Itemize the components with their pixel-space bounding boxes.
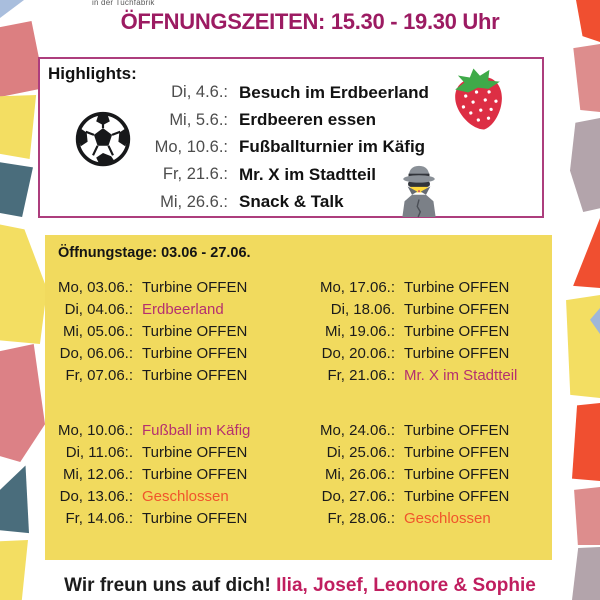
schedule-status: Fußball im Käfig xyxy=(142,422,251,439)
schedule-status: Geschlossen xyxy=(404,510,491,527)
schedule-date: Do, 06.06.: xyxy=(59,345,133,362)
schedule-date: Fr, 28.06.: xyxy=(327,510,395,527)
schedule-row xyxy=(293,422,552,444)
strawberry-icon xyxy=(446,62,512,138)
schedule-date: Fr, 21.06.: xyxy=(327,367,395,384)
schedule-row xyxy=(293,466,552,488)
schedule-status: Geschlossen xyxy=(142,488,229,505)
schedule-status: Turbine OFFEN xyxy=(404,488,510,505)
schedule-status: Turbine OFFEN xyxy=(404,422,510,439)
schedule-status: Turbine OFFEN xyxy=(404,345,510,362)
schedule-row xyxy=(45,279,295,301)
page-title: ÖFFNUNGSZEITEN: 15.30 - 19.30 Uhr xyxy=(120,9,500,34)
confetti-shape xyxy=(573,487,600,545)
schedule-date: Di, 04.06.: xyxy=(64,301,133,318)
footer xyxy=(0,575,600,597)
confetti-shape xyxy=(0,160,34,217)
schedule-date: Fr, 07.06.: xyxy=(65,367,133,384)
schedule-row xyxy=(293,367,552,389)
schedule-status: Turbine OFFEN xyxy=(142,444,248,461)
highlight-date: Di, 4.6.: xyxy=(171,83,228,102)
schedule-date: Mo, 03.06.: xyxy=(57,279,133,296)
schedule-date: Do, 13.06.: xyxy=(59,488,133,505)
confetti-shape xyxy=(0,222,47,344)
highlight-event: Fußballturnier im Käfig xyxy=(239,137,426,157)
confetti-shape xyxy=(0,95,38,159)
schedule-status: Turbine OFFEN xyxy=(404,279,510,296)
schedule-date: Di, 18.06. xyxy=(330,301,395,318)
highlight-date: Fr, 21.6.: xyxy=(162,165,228,184)
schedule-block xyxy=(293,422,552,532)
schedule-row xyxy=(45,345,295,367)
detective-icon xyxy=(391,160,447,218)
schedule-status: Erdbeerland xyxy=(142,301,224,318)
schedule-date: Mo, 10.06.: xyxy=(57,422,133,439)
schedule-status: Turbine OFFEN xyxy=(404,444,510,461)
schedule-date: Do, 20.06.: xyxy=(321,345,395,362)
schedule-column-left xyxy=(45,279,295,532)
schedule-heading: Öffnungstage: 03.06 - 27.06. xyxy=(58,245,251,261)
confetti-shape xyxy=(0,344,45,462)
schedule-date: Di, 11.06:. xyxy=(65,444,133,461)
schedule-row xyxy=(45,488,295,510)
schedule-row xyxy=(45,422,295,444)
footer-names: Ilia, Josef, Leonore & Sophie xyxy=(276,575,536,596)
logo-caption: in der Tuchfabrik xyxy=(92,0,155,7)
schedule-status: Turbine OFFEN xyxy=(142,279,248,296)
footer-message: Wir freun uns auf dich! xyxy=(64,575,271,596)
highlight-row xyxy=(40,189,542,216)
schedule-row xyxy=(293,323,552,345)
highlights-heading: Highlights: xyxy=(48,64,137,83)
confetti-shape xyxy=(570,118,600,212)
schedule-date: Mo, 24.06.: xyxy=(319,422,395,439)
schedule-row xyxy=(45,367,295,389)
schedule-row xyxy=(45,444,295,466)
confetti-shape xyxy=(571,44,600,112)
schedule-row xyxy=(293,488,552,510)
schedule-date: Mi, 19.06.: xyxy=(324,323,395,340)
confetti-shape xyxy=(0,464,29,536)
confetti-shape xyxy=(572,403,600,481)
schedule-status: Turbine OFFEN xyxy=(142,345,248,362)
schedule-date: Fr, 14.06.: xyxy=(65,510,133,527)
schedule-column-right xyxy=(293,279,552,532)
highlight-event: Erdbeeren essen xyxy=(239,110,377,130)
confetti-shape xyxy=(565,295,600,398)
schedule-status: Turbine OFFEN xyxy=(142,367,248,384)
soccer-ball-icon xyxy=(74,110,132,168)
schedule-row xyxy=(45,466,295,488)
schedule-row xyxy=(293,345,552,367)
confetti-shape xyxy=(0,0,24,18)
highlight-date: Mi, 5.6.: xyxy=(169,110,228,129)
schedule-date: Mi, 05.06.: xyxy=(62,323,133,340)
schedule-date: Mi, 26.06.: xyxy=(324,466,395,483)
highlight-date: Mi, 26.6.: xyxy=(160,192,228,211)
schedule-status: Turbine OFFEN xyxy=(142,323,248,340)
schedule-row xyxy=(293,301,552,323)
schedule-row xyxy=(293,444,552,466)
schedule-status: Mr. X im Stadtteil xyxy=(404,367,518,384)
schedule-row xyxy=(45,510,295,532)
highlight-date: Mo, 10.6.: xyxy=(154,137,228,156)
schedule-status: Turbine OFFEN xyxy=(404,466,510,483)
highlight-event: Besuch im Erdbeerland xyxy=(239,82,429,102)
highlight-event: Snack & Talk xyxy=(239,192,344,212)
schedule-row xyxy=(45,301,295,323)
schedule-box xyxy=(45,235,552,560)
schedule-block xyxy=(45,279,295,389)
highlight-event: Mr. X im Stadtteil xyxy=(239,164,376,184)
schedule-block xyxy=(45,422,295,532)
confetti-shape xyxy=(572,216,600,288)
schedule-row xyxy=(293,279,552,301)
schedule-date: Mi, 12.06.: xyxy=(62,466,133,483)
schedule-block xyxy=(293,279,552,389)
schedule-row xyxy=(293,510,552,532)
schedule-status: Turbine OFFEN xyxy=(404,323,510,340)
schedule-row xyxy=(45,323,295,345)
schedule-date: Do, 27.06.: xyxy=(321,488,395,505)
schedule-status: Turbine OFFEN xyxy=(404,301,510,318)
schedule-status: Turbine OFFEN xyxy=(142,466,248,483)
schedule-date: Di, 25.06.: xyxy=(326,444,395,461)
schedule-status: Turbine OFFEN xyxy=(142,510,248,527)
schedule-date: Mo, 17.06.: xyxy=(319,279,395,296)
